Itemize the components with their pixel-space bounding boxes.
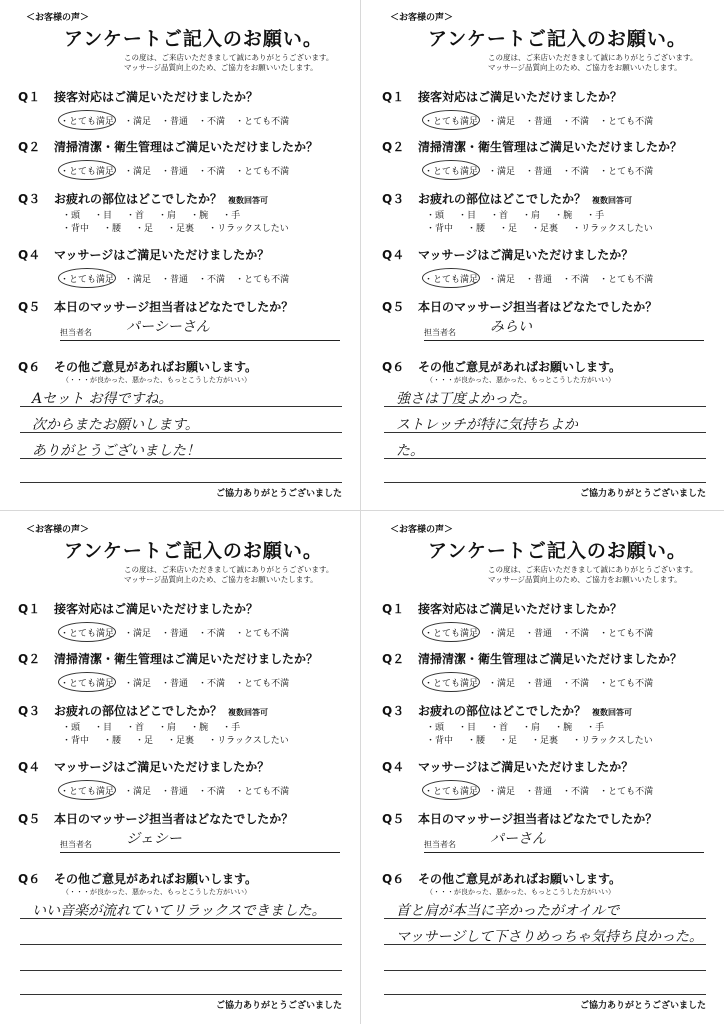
- part-label: ・手: [586, 723, 605, 733]
- question-3: Q３ お疲れの部位はどこでしたか？ 複数回答可: [382, 192, 633, 206]
- answer-circle-mark: [422, 780, 480, 800]
- q3-parts-row1: [62, 208, 254, 221]
- part-label: ・腰: [467, 224, 486, 234]
- part-label: ・手: [586, 211, 605, 221]
- part-label: ・足: [499, 224, 518, 234]
- survey-sheet-2: [370, 4, 716, 504]
- q3-parts-row2: [426, 221, 667, 234]
- question-1: Q１ 接客対応はご満足いただけましたか？: [382, 90, 623, 104]
- option-label: ・とても不満: [599, 167, 654, 177]
- part-label: ・肩: [522, 723, 541, 733]
- question-3: Q３ お疲れの部位はどこでしたか？ 複数回答可: [18, 192, 269, 206]
- answer-circle-mark: [422, 268, 480, 288]
- answer-circle-mark: [422, 622, 480, 642]
- comment-line: [384, 970, 706, 971]
- part-label: ・首: [126, 211, 145, 221]
- staff-name: パーシーさん: [126, 319, 210, 335]
- option-label: ・とても不満: [235, 275, 290, 285]
- form-intro: この度は、ご来店いただきまして誠にありがとうございます。 マッサージ品質向上のため、ご協力をお願いいたします。: [488, 565, 698, 584]
- option-label: ・普通: [161, 679, 189, 689]
- form-tag: ＜お客様の声＞: [390, 13, 454, 23]
- part-label: ・腕: [554, 211, 573, 221]
- answer-circle-mark: [422, 160, 480, 180]
- answer-circle-mark: [422, 672, 480, 692]
- option-label: ・不満: [562, 117, 590, 127]
- question-6: Q６ その他ご意見があればお願いします。: [18, 360, 258, 374]
- question-6: Q６ その他ご意見があればお願いします。: [382, 360, 622, 374]
- part-label: ・首: [490, 723, 509, 733]
- part-label: ・足: [135, 736, 154, 746]
- comment-text-1: 強さは丁度よかった。: [396, 391, 536, 407]
- question-1: Q１ 接客対応はご満足いただけましたか？: [18, 602, 259, 616]
- staff-label: 担当者名: [424, 840, 456, 849]
- option-label: ・とても満足: [60, 167, 115, 177]
- staff-name: みらい: [490, 319, 532, 335]
- option-label: ・普通: [161, 629, 189, 639]
- option-label: ・普通: [161, 167, 189, 177]
- part-label: ・手: [222, 211, 241, 221]
- question-5: Q５ 本日のマッサージ担当者はどなたでしたか？: [18, 812, 294, 826]
- option-label: ・普通: [161, 275, 189, 285]
- comment-line: [20, 944, 342, 945]
- part-label: ・目: [458, 723, 477, 733]
- option-label: ・普通: [161, 787, 189, 797]
- option-label: ・普通: [525, 629, 553, 639]
- answer-circle-mark: [58, 672, 116, 692]
- horizontal-divider: [0, 510, 724, 511]
- option-label: ・とても満足: [424, 679, 479, 689]
- question-4: Q４ マッサージはご満足いただけましたか？: [382, 248, 634, 262]
- option-label: ・満足: [488, 167, 516, 177]
- option-label: ・とても満足: [424, 275, 479, 285]
- option-label: ・満足: [124, 117, 152, 127]
- option-label: ・満足: [124, 275, 152, 285]
- option-label: ・普通: [525, 167, 553, 177]
- option-label: ・不満: [198, 117, 226, 127]
- question-4: Q４ マッサージはご満足いただけましたか？: [382, 760, 634, 774]
- survey-sheet-4: [370, 516, 716, 1016]
- part-label: ・足裏: [167, 224, 195, 234]
- survey-sheet-1: [6, 4, 352, 504]
- question-5: Q５ 本日のマッサージ担当者はどなたでしたか？: [382, 300, 658, 314]
- survey-sheet-3: [6, 516, 352, 1016]
- part-label: ・頭: [426, 211, 445, 221]
- option-label: ・とても不満: [235, 679, 290, 689]
- option-label: ・とても不満: [599, 679, 654, 689]
- question-6: Q６ その他ご意見があればお願いします。: [382, 872, 622, 886]
- option-label: ・普通: [525, 117, 553, 127]
- option-label: ・満足: [488, 117, 516, 127]
- option-label: ・とても満足: [60, 117, 115, 127]
- option-label: ・不満: [198, 167, 226, 177]
- option-label: ・不満: [562, 275, 590, 285]
- part-label: ・リラックスしたい: [572, 224, 653, 234]
- option-label: ・満足: [488, 629, 516, 639]
- option-label: ・とても満足: [60, 629, 115, 639]
- part-label: ・腰: [103, 736, 122, 746]
- comment-line: [384, 994, 706, 995]
- staff-line: [60, 852, 340, 853]
- q6-hint: （・・・が良かった、悪かった、もっとこうした方がいい）: [426, 376, 615, 384]
- option-label: ・とても不満: [599, 117, 654, 127]
- staff-label: 担当者名: [60, 840, 92, 849]
- option-label: ・普通: [161, 117, 189, 127]
- thanks-text: ご協力ありがとうございました: [215, 489, 342, 499]
- thanks-text: ご協力ありがとうございました: [579, 489, 706, 499]
- part-label: ・背中: [62, 736, 90, 746]
- comment-text-2: マッサージして下さりめっちゃ気持ち良かった。: [396, 929, 704, 945]
- question-3: Q３ お疲れの部位はどこでしたか？ 複数回答可: [382, 704, 633, 718]
- comment-line: [20, 970, 342, 971]
- option-label: ・満足: [488, 275, 516, 285]
- answer-circle-mark: [58, 268, 116, 288]
- part-label: ・腕: [554, 723, 573, 733]
- form-tag: ＜お客様の声＞: [26, 525, 90, 535]
- option-label: ・とても不満: [599, 275, 654, 285]
- q3-parts-row2: [426, 733, 667, 746]
- staff-line: [424, 852, 704, 853]
- option-label: ・不満: [198, 679, 226, 689]
- form-tag: ＜お客様の声＞: [390, 525, 454, 535]
- part-label: ・足: [499, 736, 518, 746]
- option-label: ・とても満足: [60, 275, 115, 285]
- part-label: ・リラックスしたい: [208, 224, 289, 234]
- part-label: ・首: [490, 211, 509, 221]
- part-label: ・頭: [62, 211, 81, 221]
- question-1: Q１ 接客対応はご満足いただけましたか？: [18, 90, 259, 104]
- part-label: ・目: [458, 211, 477, 221]
- question-6: Q６ その他ご意見があればお願いします。: [18, 872, 258, 886]
- vertical-divider: [360, 0, 361, 1024]
- part-label: ・腰: [103, 224, 122, 234]
- staff-line: [60, 340, 340, 341]
- question-2: Q２ 清掃清潔・衛生管理はご満足いただけましたか？: [18, 140, 319, 154]
- part-label: ・肩: [522, 211, 541, 221]
- part-label: ・リラックスしたい: [572, 736, 653, 746]
- question-1: Q１ 接客対応はご満足いただけましたか？: [382, 602, 623, 616]
- part-label: ・足: [135, 224, 154, 234]
- question-2: Q２ 清掃清潔・衛生管理はご満足いただけましたか？: [382, 652, 683, 666]
- part-label: ・肩: [158, 211, 177, 221]
- answer-circle-mark: [58, 160, 116, 180]
- answer-circle-mark: [58, 780, 116, 800]
- comment-text-1: いい音楽が流れていてリラックスできました。: [32, 903, 326, 919]
- q6-hint: （・・・が良かった、悪かった、もっとこうした方がいい）: [62, 376, 251, 384]
- option-label: ・とても不満: [235, 167, 290, 177]
- part-label: ・手: [222, 723, 241, 733]
- form-tag: ＜お客様の声＞: [26, 13, 90, 23]
- question-4: Q４ マッサージはご満足いただけましたか？: [18, 248, 270, 262]
- q3-parts-row1: [426, 208, 618, 221]
- option-label: ・普通: [525, 275, 553, 285]
- part-label: ・足裏: [531, 736, 559, 746]
- option-label: ・とても満足: [60, 787, 115, 797]
- option-label: ・満足: [488, 787, 516, 797]
- question-5: Q５ 本日のマッサージ担当者はどなたでしたか？: [18, 300, 294, 314]
- q3-parts-row2: [62, 733, 303, 746]
- option-label: ・不満: [198, 629, 226, 639]
- staff-name: パーさん: [490, 831, 546, 847]
- form-title: アンケートご記入のお願い。: [64, 28, 323, 50]
- part-label: ・リラックスしたい: [208, 736, 289, 746]
- option-label: ・とても満足: [424, 117, 479, 127]
- staff-name: ジェシー: [126, 831, 182, 847]
- part-label: ・背中: [62, 224, 90, 234]
- option-label: ・とても不満: [235, 117, 290, 127]
- comment-text-3: た。: [396, 443, 424, 459]
- option-label: ・とても不満: [599, 787, 654, 797]
- form-title: アンケートご記入のお願い。: [428, 540, 687, 562]
- option-label: ・満足: [124, 679, 152, 689]
- option-label: ・不満: [562, 629, 590, 639]
- option-label: ・とても満足: [424, 629, 479, 639]
- q3-parts-row2: [62, 221, 303, 234]
- comment-text-2: 次からまたお願いします。: [32, 417, 199, 433]
- option-label: ・不満: [562, 787, 590, 797]
- q6-hint: （・・・が良かった、悪かった、もっとこうした方がいい）: [62, 888, 251, 896]
- part-label: ・背中: [426, 736, 454, 746]
- q6-hint: （・・・が良かった、悪かった、もっとこうした方がいい）: [426, 888, 615, 896]
- part-label: ・目: [94, 723, 113, 733]
- form-intro: この度は、ご来店いただきまして誠にありがとうございます。 マッサージ品質向上のため、ご協力をお願いいたします。: [124, 565, 334, 584]
- option-label: ・とても不満: [235, 787, 290, 797]
- comment-line: [384, 458, 706, 459]
- answer-circle-mark: [422, 110, 480, 130]
- comment-text-2: ストレッチが特に気持ちよか: [396, 417, 578, 433]
- comment-text-1: Aセット お得ですね。: [32, 391, 173, 407]
- thanks-text: ご協力ありがとうございました: [579, 1001, 706, 1011]
- option-label: ・とても満足: [60, 679, 115, 689]
- form-intro: この度は、ご来店いただきまして誠にありがとうございます。 マッサージ品質向上のため、ご協力をお願いいたします。: [124, 53, 334, 72]
- option-label: ・不満: [198, 787, 226, 797]
- part-label: ・首: [126, 723, 145, 733]
- q3-parts-row1: [426, 720, 618, 733]
- form-title: アンケートご記入のお願い。: [428, 28, 687, 50]
- part-label: ・目: [94, 211, 113, 221]
- option-label: ・満足: [124, 629, 152, 639]
- option-label: ・満足: [488, 679, 516, 689]
- comment-text-1: 首と肩が本当に辛かったがオイルで: [396, 903, 620, 919]
- option-label: ・とても満足: [424, 167, 479, 177]
- comment-line: [384, 482, 706, 483]
- answer-circle-mark: [58, 110, 116, 130]
- comment-line: [20, 994, 342, 995]
- option-label: ・満足: [124, 787, 152, 797]
- part-label: ・足裏: [167, 736, 195, 746]
- option-label: ・不満: [562, 167, 590, 177]
- option-label: ・満足: [124, 167, 152, 177]
- question-4: Q４ マッサージはご満足いただけましたか？: [18, 760, 270, 774]
- comment-line: [20, 482, 342, 483]
- thanks-text: ご協力ありがとうございました: [215, 1001, 342, 1011]
- staff-label: 担当者名: [424, 328, 456, 337]
- answer-circle-mark: [58, 622, 116, 642]
- q3-parts-row1: [62, 720, 254, 733]
- part-label: ・腕: [190, 211, 209, 221]
- part-label: ・頭: [426, 723, 445, 733]
- part-label: ・腕: [190, 723, 209, 733]
- option-label: ・普通: [525, 787, 553, 797]
- staff-line: [424, 340, 704, 341]
- form-title: アンケートご記入のお願い。: [64, 540, 323, 562]
- question-3: Q３ お疲れの部位はどこでしたか？ 複数回答可: [18, 704, 269, 718]
- option-label: ・とても満足: [424, 787, 479, 797]
- question-2: Q２ 清掃清潔・衛生管理はご満足いただけましたか？: [18, 652, 319, 666]
- form-intro: この度は、ご来店いただきまして誠にありがとうございます。 マッサージ品質向上のため、ご協力をお願いいたします。: [488, 53, 698, 72]
- question-5: Q５ 本日のマッサージ担当者はどなたでしたか？: [382, 812, 658, 826]
- comment-text-3: ありがとうございました！: [32, 443, 200, 459]
- option-label: ・普通: [525, 679, 553, 689]
- option-label: ・とても不満: [599, 629, 654, 639]
- part-label: ・足裏: [531, 224, 559, 234]
- part-label: ・背中: [426, 224, 454, 234]
- option-label: ・不満: [198, 275, 226, 285]
- option-label: ・とても不満: [235, 629, 290, 639]
- staff-label: 担当者名: [60, 328, 92, 337]
- option-label: ・不満: [562, 679, 590, 689]
- part-label: ・腰: [467, 736, 486, 746]
- question-2: Q２ 清掃清潔・衛生管理はご満足いただけましたか？: [382, 140, 683, 154]
- part-label: ・頭: [62, 723, 81, 733]
- part-label: ・肩: [158, 723, 177, 733]
